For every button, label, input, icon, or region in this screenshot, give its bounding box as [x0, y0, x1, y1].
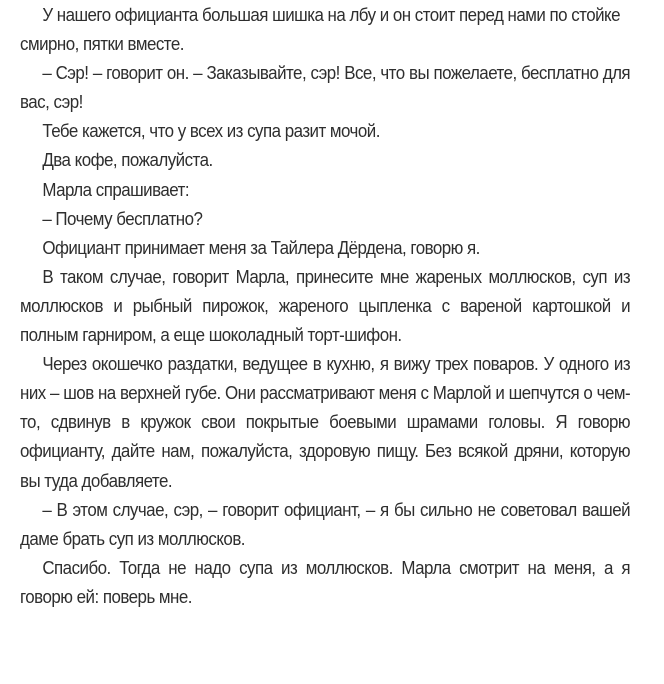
paragraph-marla-order: В таком случае, говорит Марла, принесите мне жареных моллюсков, суп из моллюсков и рыбный пирожок, жареного цыпленка с вареной картошкой и полным гарниром, а еще шоколадный торт-шифон. — [20, 266, 631, 346]
paragraph-tyler-durden: Официант принимает меня за Тайлера Дёрдена, говорю я. — [42, 237, 480, 258]
paragraph-waiter-advice: – В этом случае, сэр, – говорит официант, – я бы сильно не советовал вашей даме брать суп из моллюсков. — [20, 499, 631, 549]
paragraph-kitchen-cooks: Через окошечко раздатки, ведущее в кухню, я вижу трех поваров. У одного из них – шов на верхней губе. Они рассматривают меня с Марлой и шепчутся о чем-то, сдвинув в кружок свои покрытые боевыми шрамами головы. Я говорю официанту, дайте нам, пожалуйста, здоровую пищу. Без всякой дряни, которую вы туда добавляете. — [20, 354, 631, 491]
paragraph-trust-me: Спасибо. Тогда не надо супа из моллюсков. Марла смотрит на меня, а я говорю ей: поверь мне. — [20, 557, 631, 607]
paragraph-two-coffees: Два кофе, пожалуйста. — [42, 150, 213, 171]
paragraph-marla-asks: Марла спрашивает: — [42, 179, 190, 200]
paragraph-soup-smell: Тебе кажется, что у всех из супа разит мочой. — [42, 121, 380, 142]
paragraph-sir-order: – Сэр! – говорит он. – Заказывайте, сэр! Все, что вы пожелаете, бесплатно для вас, сэр! — [20, 63, 631, 113]
paragraph-waiter-bump: У нашего официанта большая шишка на лбу и он стоит перед нами по стойке смирно, пятки вместе. — [20, 5, 621, 55]
paragraph-why-free: – Почему бесплатно? — [42, 208, 203, 229]
